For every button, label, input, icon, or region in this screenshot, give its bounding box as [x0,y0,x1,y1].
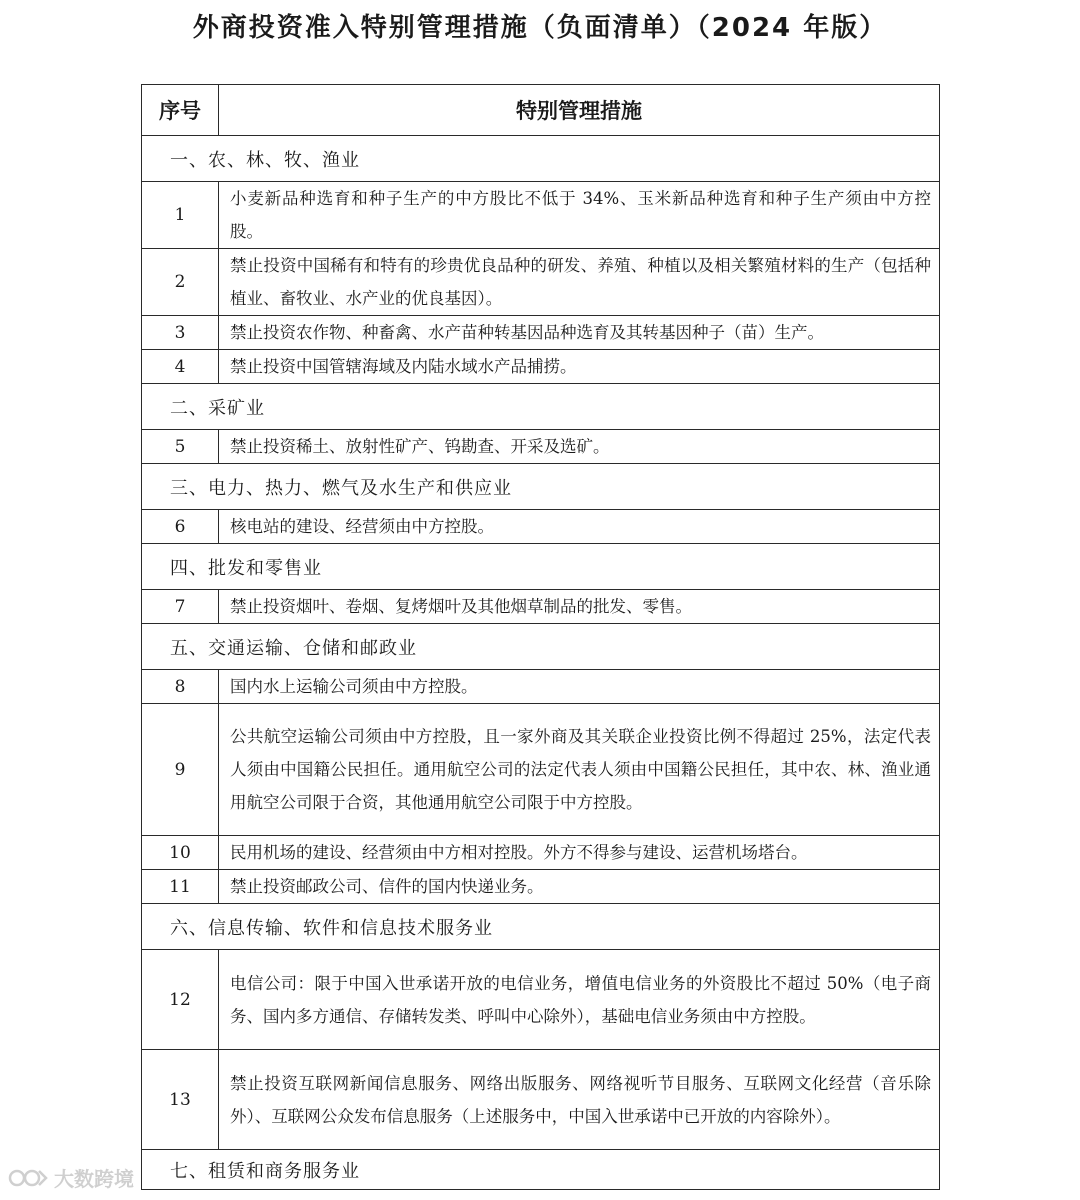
row-number: 2 [142,249,219,316]
row-measure-text: 核电站的建设、经营须由中方控股。 [219,510,940,544]
section-row [142,384,940,430]
row-number: 6 [142,510,219,544]
header-special-measures: 特别管理措施 [219,85,940,136]
table-row [142,316,940,350]
table-row [142,670,940,704]
section-row [142,1150,940,1190]
section-label: 七、租赁和商务服务业 [142,1150,940,1190]
row-number: 13 [142,1050,219,1150]
table-row [142,590,940,624]
row-measure-text: 禁止投资互联网新闻信息服务、网络出版服务、网络视听节目服务、互联网文化经营（音乐除外）、互联网公众发布信息服务（上述服务中，中国入世承诺中已开放的内容除外）。 [219,1050,940,1150]
table-row [142,510,940,544]
row-number: 4 [142,350,219,384]
row-measure-text: 禁止投资农作物、种畜禽、水产苗种转基因品种选育及其转基因种子（苗）生产。 [219,316,940,350]
section-row [142,544,940,590]
row-measure-text: 禁止投资烟叶、卷烟、复烤烟叶及其他烟草制品的批发、零售。 [219,590,940,624]
section-label: 五、交通运输、仓储和邮政业 [142,624,940,670]
table-row [142,704,940,836]
row-number: 12 [142,950,219,1050]
table-row [142,350,940,384]
row-number: 5 [142,430,219,464]
section-label: 三、电力、热力、燃气及水生产和供应业 [142,464,940,510]
section-label: 六、信息传输、软件和信息技术服务业 [142,904,940,950]
section-row [142,904,940,950]
section-label: 四、批发和零售业 [142,544,940,590]
dashuju-logo-icon [8,1165,48,1191]
row-measure-text: 民用机场的建设、经营须由中方相对控股。外方不得参与建设、运营机场塔台。 [219,836,940,870]
watermark [8,1163,134,1192]
row-measure-text: 公共航空运输公司须由中方控股，且一家外商及其关联企业投资比例不得超过 25%，法定代表人须由中国籍公民担任。通用航空公司的法定代表人须由中国籍公民担任，其中农、林、渔业通用航空公司限于合资，其他通用航空公司限于中方控股。 [219,704,940,836]
row-number: 7 [142,590,219,624]
row-number: 9 [142,704,219,836]
header-serial-number: 序号 [142,85,219,136]
row-measure-text: 国内水上运输公司须由中方控股。 [219,670,940,704]
table-row [142,430,940,464]
watermark-text: 大数跨境 [54,1167,134,1191]
row-number: 1 [142,182,219,249]
section-label: 二、采矿业 [142,384,940,430]
row-number: 3 [142,316,219,350]
row-number: 11 [142,870,219,904]
table-row [142,870,940,904]
table-row [142,1050,940,1150]
row-number: 8 [142,670,219,704]
table-row [142,182,940,249]
table-row [142,836,940,870]
row-measure-text: 禁止投资中国管辖海域及内陆水域水产品捕捞。 [219,350,940,384]
table-row [142,950,940,1050]
section-row [142,136,940,182]
row-measure-text: 禁止投资中国稀有和特有的珍贵优良品种的研发、养殖、种植以及相关繁殖材料的生产（包括种植业、畜牧业、水产业的优良基因）。 [219,249,940,316]
row-measure-text: 禁止投资稀土、放射性矿产、钨勘查、开采及选矿。 [219,430,940,464]
row-number: 10 [142,836,219,870]
table-row [142,249,940,316]
table-header-row [142,85,940,136]
row-measure-text: 电信公司：限于中国入世承诺开放的电信业务，增值电信业务的外资股比不超过 50%（电子商务、国内多方通信、存储转发类、呼叫中心除外），基础电信业务须由中方控股。 [219,950,940,1050]
page-title: 外商投资准入特别管理措施（负面清单）（2024 年版） [192,13,888,43]
section-row [142,464,940,510]
row-measure-text: 禁止投资邮政公司、信件的国内快递业务。 [219,870,940,904]
section-row [142,624,940,670]
section-label: 一、农、林、牧、渔业 [142,136,940,182]
negative-list-table [141,84,940,1190]
row-measure-text: 小麦新品种选育和种子生产的中方股比不低于 34%、玉米新品种选育和种子生产须由中方控股。 [219,182,940,249]
